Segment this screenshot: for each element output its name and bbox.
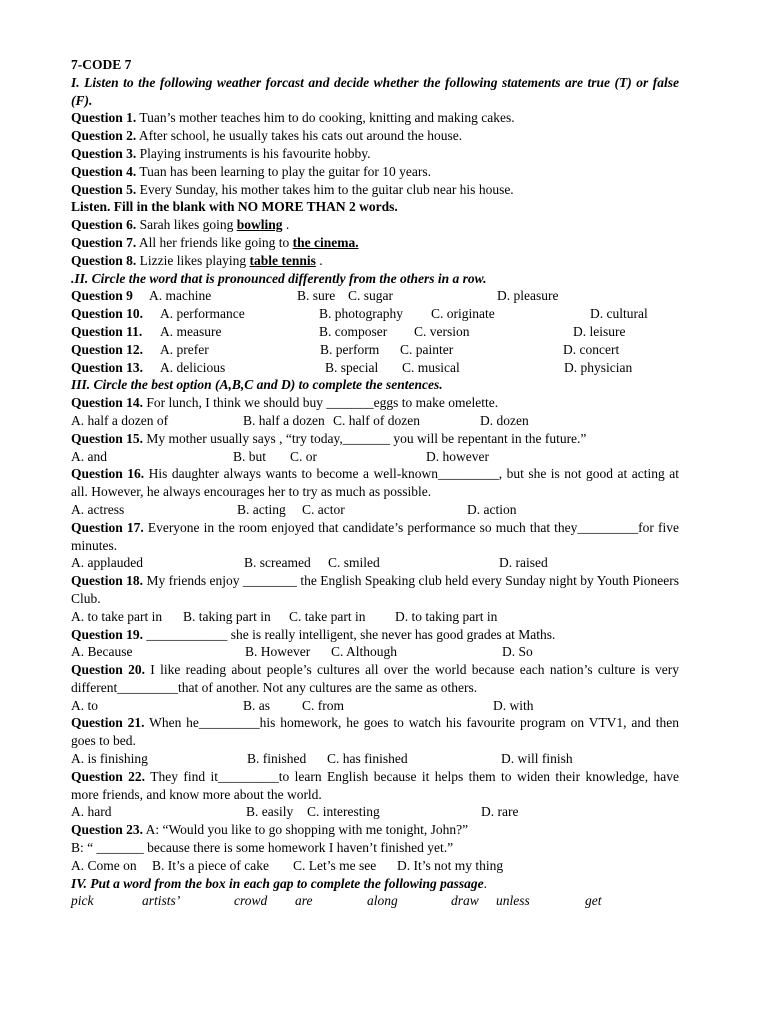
word-box-item: unless — [496, 893, 530, 909]
question-20: Question 20. I like reading about people’s cultures all over the world because each nation’s culture is very different_________that of another. Not any cultures are the same as others. — [71, 662, 679, 695]
option-a: A. is finishing — [71, 751, 148, 767]
option-b: B. as — [243, 697, 270, 713]
option-b: B. However — [245, 644, 311, 660]
question-6: Question 6. Sarah likes going bowling . — [71, 217, 290, 233]
word-box-item: artists’ — [142, 893, 181, 909]
word-box-item: crowd — [234, 893, 268, 909]
option-d: D. concert — [563, 341, 620, 357]
option-c: C. actor — [302, 501, 345, 517]
option-b: B. It’s a piece of cake — [152, 857, 269, 873]
option-c: C. originate — [431, 306, 495, 322]
question-16-options — [71, 501, 679, 519]
question-23: Question 23. A: “Would you like to go shopping with me tonight, John?” — [71, 822, 469, 838]
question-13: Question 13. A. delicious B. special C. musical D. physician — [71, 359, 633, 375]
option-b: B. special — [325, 359, 379, 375]
option-a: A. half a dozen of — [71, 412, 169, 428]
option-c: C. take part in — [289, 608, 366, 624]
question-19: Question 19. ____________ she is really intelligent, she never has good grades at Maths. — [71, 626, 556, 642]
word-box-item: get — [585, 893, 602, 909]
option-b: B. finished — [247, 751, 307, 767]
option-d: D. will finish — [501, 751, 573, 767]
part4-heading: IV. Put a word from the box in each gap to complete the following passage. — [71, 875, 488, 891]
option-a: A. prefer — [160, 341, 209, 357]
option-d: D. physician — [564, 359, 633, 375]
option-c: C. has finished — [327, 751, 408, 767]
option-b: B. taking part in — [183, 608, 271, 624]
option-c: C. interesting — [307, 804, 380, 820]
question-17-options — [71, 554, 679, 572]
option-c: C. musical — [402, 359, 460, 375]
question-11: Question 11. A. measure B. composer C. version D. leisure — [71, 323, 626, 339]
question-17: Question 17. Everyone in the room enjoyed that candidate’s performance so much that they_________for five minutes. — [71, 519, 679, 553]
question-21-options — [71, 750, 679, 768]
question-18-options — [71, 608, 679, 626]
option-d: D. It’s not my thing — [397, 857, 504, 873]
option-a: A. machine — [149, 288, 212, 304]
question-20-options — [71, 697, 679, 715]
option-b: B. perform — [320, 341, 380, 357]
question-3: Question 3. Playing instruments is his favourite hobby. — [71, 145, 371, 161]
option-a: A. actress — [71, 501, 125, 517]
option-c: C. smiled — [328, 555, 380, 571]
option-a: A. measure — [160, 323, 222, 339]
option-d: D. with — [493, 697, 534, 713]
option-c: C. half of dozen — [333, 412, 420, 428]
option-d: D. pleasure — [497, 288, 559, 304]
option-b: B. photography — [319, 306, 403, 322]
word-box-item: pick — [71, 893, 94, 909]
question-9: Question 9 A. machine B. sure C. sugar D. pleasure — [71, 288, 559, 304]
option-a: A. and — [71, 448, 107, 464]
question-1: Question 1. Tuan’s mother teaches him to do cooking, knitting and making cakes. — [71, 110, 515, 126]
question-4: Question 4. Tuan has been learning to play the guitar for 10 years. — [71, 163, 431, 179]
question-10: Question 10. A. performance B. photography C. originate D. cultural — [71, 306, 648, 322]
question-5: Question 5. Every Sunday, his mother takes him to the guitar club near his house. — [71, 181, 514, 197]
question-14: Question 14. For lunch, I think we should buy _______eggs to make omelette. — [71, 395, 499, 411]
option-a: A. applauded — [71, 555, 143, 571]
option-b: B. easily — [246, 804, 294, 820]
question-23-options — [71, 857, 679, 875]
option-d: D. rare — [481, 804, 519, 820]
option-d: D. So — [502, 644, 533, 660]
option-d: D. raised — [499, 555, 548, 571]
part3-heading: III. Circle the best option (A,B,C and D) to complete the sentences. — [71, 377, 443, 393]
question-7: Question 7. All her friends like going to the cinema. — [71, 234, 359, 250]
question-19-options — [71, 643, 679, 661]
question-21: Question 21. When he_________his homework, he goes to watch his favourite program on VTV1, and then goes to bed. — [71, 715, 679, 749]
word-box — [71, 892, 679, 910]
option-c: C. painter — [400, 341, 454, 357]
option-b: B. sure — [297, 288, 336, 304]
option-a: A. to take part in — [71, 608, 163, 624]
option-d: D. cultural — [590, 306, 648, 322]
option-d: D. to taking part in — [395, 608, 498, 624]
option-d: D. however — [426, 448, 489, 464]
worksheet-code: 7-CODE 7 — [71, 57, 132, 72]
question-23-line-b: B: “ _______ because there is some homework I haven’t finished yet.” — [71, 840, 454, 856]
question-16: Question 16. His daughter always wants to become a well-known_________, but she is not good at acting at all. However, he always encourages her to try as much as possible. — [71, 466, 679, 500]
fill-heading: Listen. Fill in the blank with NO MORE THAN 2 words. — [71, 199, 398, 215]
option-d: D. dozen — [480, 412, 529, 428]
question-8: Question 8. Lizzie likes playing table tennis . — [71, 252, 323, 268]
option-c: C. or — [290, 448, 317, 464]
question-22: Question 22. They find it_________to learn English because it helps them to widen their knowledge, have more friends, and know more about the world. — [71, 768, 679, 802]
option-c: C. Although — [331, 644, 398, 660]
word-box-item: are — [295, 893, 313, 909]
part1-heading: I. Listen to the following weather forcast and decide whether the following statements are true (T) or false (F). — [71, 74, 679, 108]
question-12: Question 12. A. prefer B. perform C. painter D. concert — [71, 341, 620, 357]
option-b: B. half a dozen — [243, 412, 325, 428]
question-15-options — [71, 448, 679, 466]
option-a: A. Because — [71, 644, 133, 660]
option-a: A. delicious — [160, 359, 226, 375]
worksheet — [71, 56, 679, 910]
question-15: Question 15. My mother usually says , “try today,_______ you will be repentant in the future.” — [71, 430, 587, 446]
option-a: A. Come on — [71, 857, 137, 873]
part2-heading: .II. Circle the word that is pronounced differently from the others in a row. — [71, 270, 487, 286]
option-b: B. acting — [237, 501, 286, 517]
word-box-item: draw — [451, 893, 479, 909]
option-d: D. action — [467, 501, 517, 517]
option-b: B. composer — [319, 323, 388, 339]
option-b: B. screamed — [244, 555, 311, 571]
question-22-options — [71, 803, 679, 821]
question-18: Question 18. My friends enjoy ________ the English Speaking club held every Sunday night by Youth Pioneers Club. — [71, 573, 679, 606]
question-2: Question 2. After school, he usually takes his cats out around the house. — [71, 128, 463, 144]
option-c: C. from — [302, 697, 344, 713]
option-b: B. but — [233, 448, 267, 464]
word-box-item: along — [367, 893, 398, 909]
option-a: A. performance — [160, 306, 245, 322]
option-d: D. leisure — [573, 323, 626, 339]
option-a: A. hard — [71, 804, 112, 820]
option-c: C. sugar — [348, 288, 393, 304]
option-c: C. Let’s me see — [293, 857, 377, 873]
option-a: A. to — [71, 697, 98, 713]
question-14-options — [71, 412, 679, 430]
option-c: C. version — [414, 323, 470, 339]
